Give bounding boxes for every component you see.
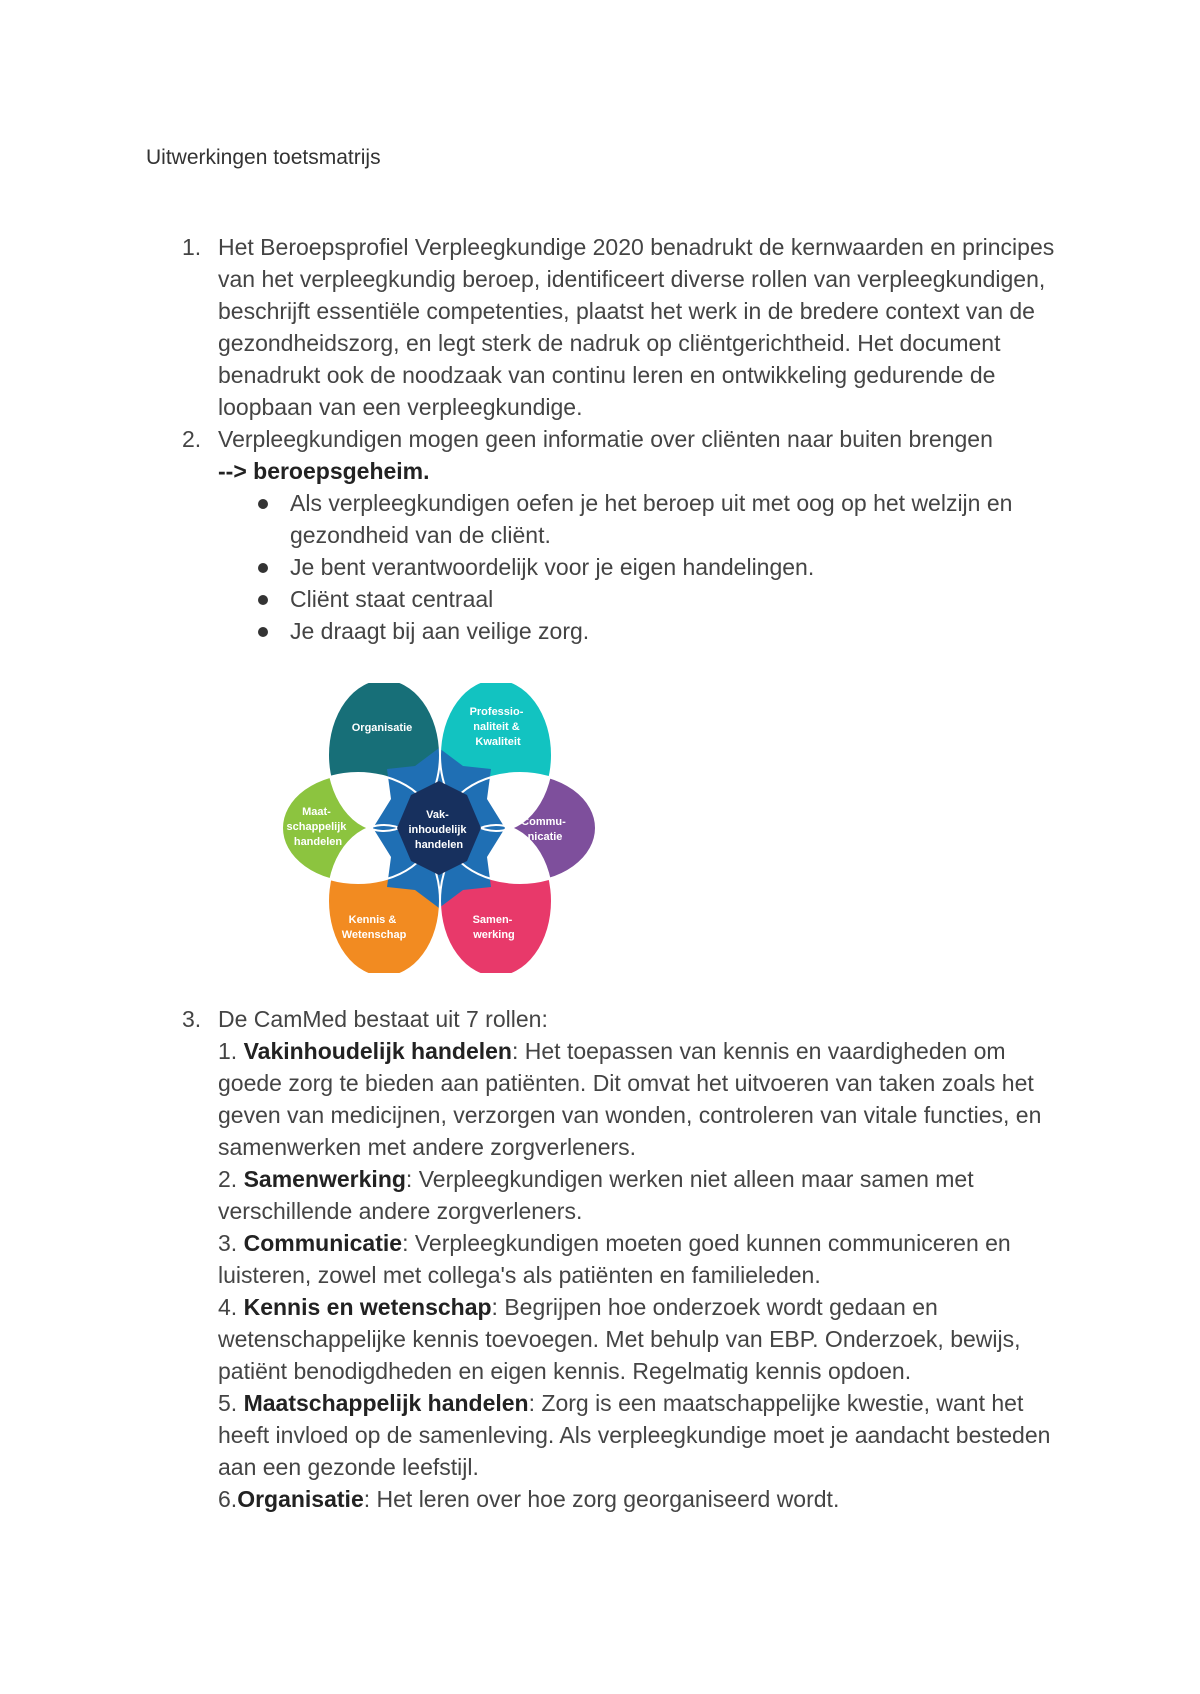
bullet-item [218,551,1068,583]
role-description: : Het toepassen van kennis en vaardigheden om goede zorg te bieden aan patiënten. Dit omvat het uitvoeren van taken zoals het geven van medicijnen, verzorgen van wonden, controleren van vitale functies, en samenwerken met andere zorgverleners. [218,1038,1042,1160]
label-kennis: Kennis & Wetenschap [341,914,407,941]
role-paragraph [218,1387,1068,1483]
document-title: Uitwerkingen toetsmatrijs [146,146,381,169]
bullet-icon [258,627,268,637]
role-name: Vakinhoudelijk handelen [243,1038,512,1064]
role-paragraph [218,1227,1068,1291]
role-description: : Begrijpen hoe onderzoek wordt gedaan en wetenschappelijke kennis toevoegen. Met behulp van EBP. Onderzoek, bewijs, patiënt benodigdheden en eigen kennis. Regelmatig kennis opdoen. [218,1294,1021,1384]
role-name: Kennis en wetenschap [243,1294,492,1320]
bullet-text: Als verpleegkundigen oefen je het beroep uit met oog op het welzijn en gezondheid van de cliënt. [290,490,1013,548]
item-2-text: Verpleegkundigen mogen geen informatie over cliënten naar buiten brengen [218,426,993,452]
role-name: Maatschappelijk handelen [243,1390,529,1416]
role-name: Samenwerking [243,1166,406,1192]
role-paragraph [218,1291,1068,1387]
role-description: : Zorg is een maatschappelijke kwestie, want het heeft invloed op de samenleving. Als verpleegkundige moet je aandacht besteden aan een gezonde leefstijl. [218,1390,1051,1480]
bullet-item [218,583,1068,615]
role-number: 6. [218,1486,238,1512]
item-2-conclusion: --> beroepsgeheim. [218,458,430,484]
bullet-icon [258,499,268,509]
bullet-text: Je draagt bij aan veilige zorg. [290,618,590,644]
role-paragraph [218,1035,1068,1163]
role-number: 5. [218,1390,244,1416]
bullet-text: Cliënt staat centraal [290,586,494,612]
flower-svg [283,683,595,973]
bullet-icon [258,563,268,573]
role-description: : Verpleegkundigen moeten goed kunnen communiceren en luisteren, zowel met collega's als patiënten en familieleden. [218,1230,1011,1288]
role-description: : Het leren over hoe zorg georganiseerd wordt. [363,1486,840,1512]
role-name: Organisatie [237,1486,364,1512]
list-number: 2. [182,426,202,452]
label-maatschappelijk: Maat- schappelijk handelen [286,806,347,848]
label-samenwerking: Samen- werking [472,914,515,941]
role-number: 4. [218,1294,244,1320]
role-description: : Verpleegkundigen werken niet alleen maar samen met verschillende andere zorgverleners. [218,1166,974,1224]
list-number: 3. [182,1006,202,1032]
bullet-item [218,615,1068,647]
label-communicatie: Commu- nicatie [521,816,566,843]
role-number: 1. [218,1038,244,1064]
role-paragraph [218,1163,1068,1227]
bullet-list [218,487,1068,647]
center-label: Vak- inhoudelijk handelen [408,809,467,851]
label-organisatie: Organisatie [351,722,413,734]
item-3-intro: De CamMed bestaat uit 7 rollen: [218,1006,548,1032]
list-item-1 [182,231,1068,423]
role-number: 3. [218,1230,244,1256]
list-item-3 [182,1003,1068,1515]
bullet-icon [258,595,268,605]
label-professionaliteit: Professio- naliteit & Kwaliteit [469,706,524,748]
item-1-text: Het Beroepsprofiel Verpleegkundige 2020 benadrukt de kernwaarden en principes van het verpleegkundig beroep, identificeert diverse rollen van verpleegkundigen, beschrijft essentiële competenties, plaatst het werk in de bredere context van de gezondheidszorg, en legt sterk de nadruk op cliëntgerichtheid. Het document benadrukt ook de noodzaak van continu leren en ontwikkeling gedurende de loopbaan van een verpleegkundige. [218,234,1055,420]
role-number: 2. [218,1166,244,1192]
role-name: Communicatie [243,1230,403,1256]
role-paragraph [218,1483,1068,1515]
bullet-item [218,487,1068,551]
bullet-text: Je bent verantwoordelijk voor je eigen handelingen. [290,554,815,580]
list-item-2 [182,423,1068,647]
list-number: 1. [182,234,202,260]
canmeds-flower-diagram [283,683,595,973]
